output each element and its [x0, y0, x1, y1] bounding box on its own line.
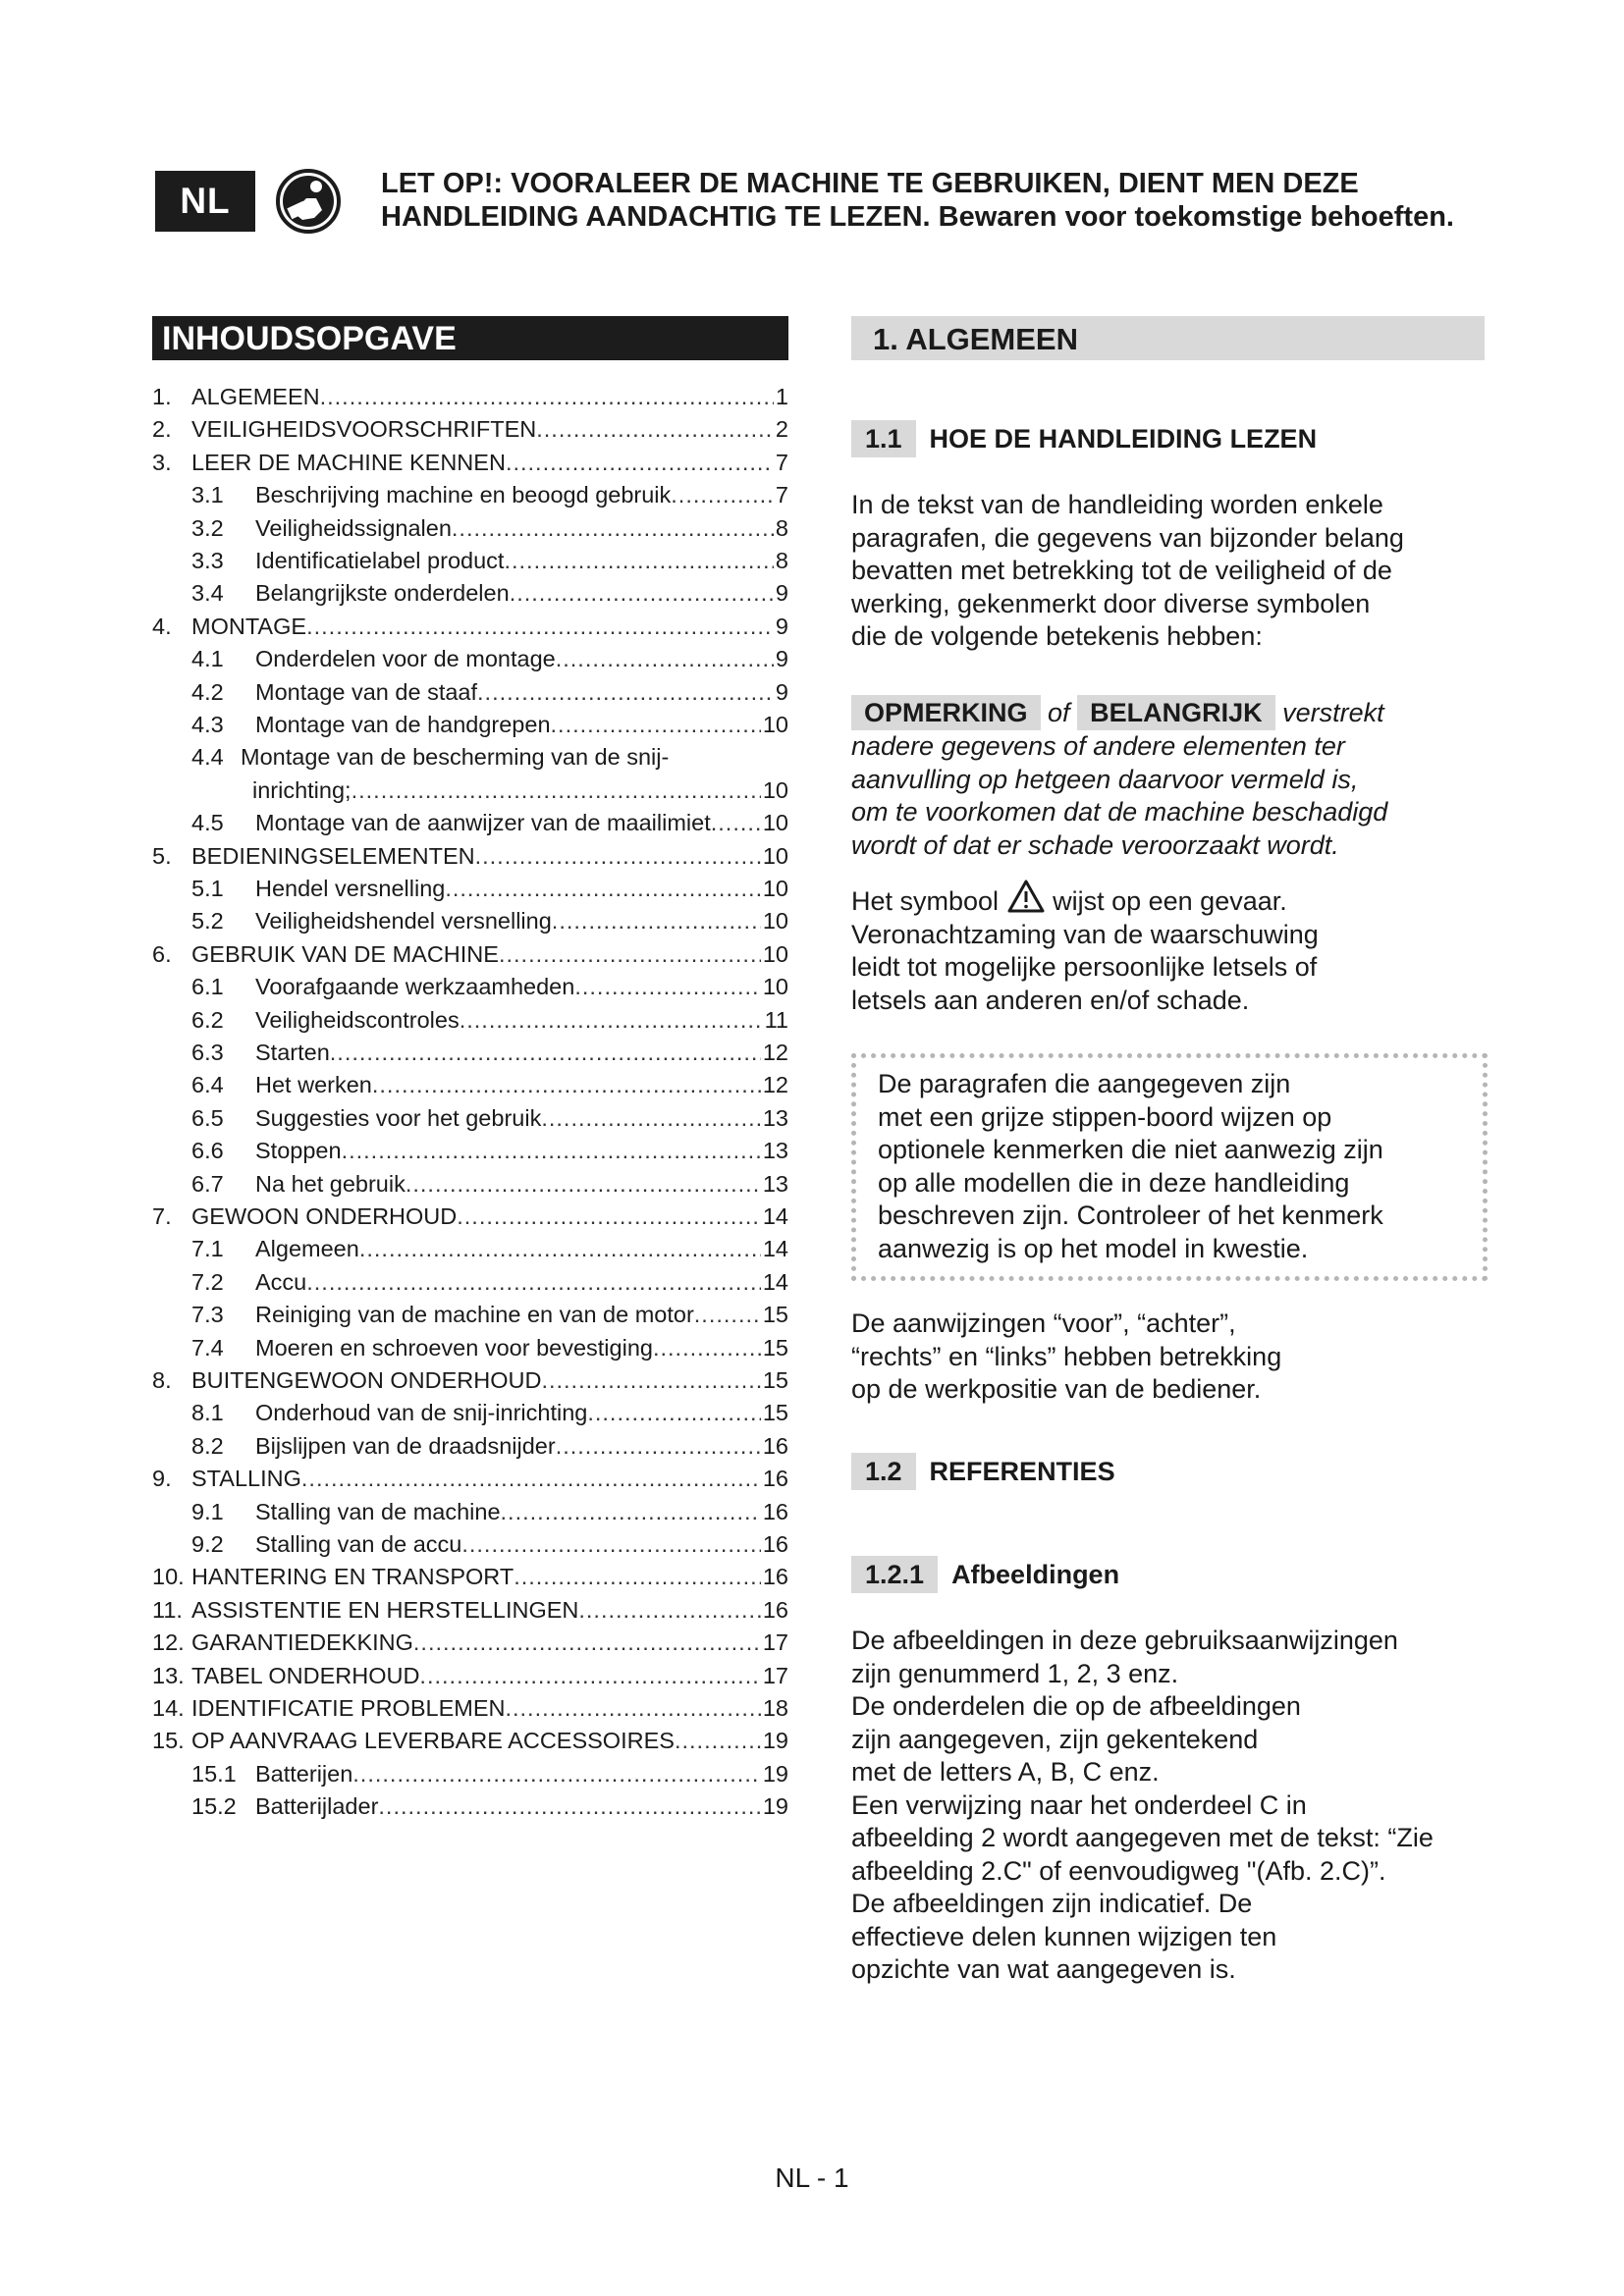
toc-entry-number: 3.2: [191, 514, 224, 541]
toc-entry-page: 17: [762, 1629, 788, 1656]
text-line: met een grijze stippen-boord wijzen op: [878, 1101, 1332, 1132]
directions-paragraph: [851, 1308, 1499, 1407]
toc-entry[interactable]: [191, 1037, 788, 1069]
toc-entry-page: 15: [762, 1400, 788, 1426]
toc-entry-number: 14.: [152, 1695, 185, 1721]
toc-entry-page: 9: [775, 646, 788, 672]
toc-entry-page: 17: [762, 1662, 788, 1688]
subsection-number: 1.1: [851, 420, 916, 457]
toc-leader: [505, 1692, 760, 1725]
toc-entry-label: Onderdelen voor de montage: [255, 646, 556, 672]
toc-entry[interactable]: [152, 611, 788, 643]
note-paragraph: [851, 695, 1499, 862]
symbol-first-line: [851, 879, 1499, 919]
toc-entry-number: 8.: [152, 1367, 172, 1393]
toc-entry-page: 19: [762, 1728, 788, 1754]
toc-entry-number: 6.4: [191, 1072, 224, 1098]
toc-entry-number: 8.1: [191, 1400, 224, 1426]
subsection-heading-1-1: [851, 420, 1317, 457]
toc-entry-number: 4.4: [191, 744, 224, 771]
toc-leader: [457, 1201, 761, 1233]
text-line: De onderdelen die op de afbeeldingen: [851, 1691, 1301, 1721]
toc-entry-label: BEDIENINGSELEMENTEN: [191, 842, 475, 869]
toc-entry-page: 10: [762, 876, 788, 901]
text-line: paragrafen, die gegevens van bijzonder belang: [851, 522, 1404, 553]
toc-leader: [501, 1496, 761, 1528]
text-line: om te voorkomen dat de machine beschadigd: [851, 797, 1388, 827]
belangrijk-tag: BELANGRIJK: [1077, 695, 1275, 730]
toc-entry[interactable]: [191, 577, 788, 610]
toc-entry-label: MONTAGE: [191, 613, 307, 639]
optional-features-text: [878, 1068, 1383, 1265]
text-line: werking, gekenmerkt door diverse symbolen: [851, 588, 1371, 618]
toc-entry-number: 6.5: [191, 1104, 224, 1131]
section-title: 1. ALGEMEEN: [851, 316, 1485, 360]
toc-entry-label: Batterijlader: [255, 1793, 379, 1820]
toc-entry[interactable]: [152, 1561, 788, 1593]
toc-leader: [306, 611, 774, 643]
toc-entry-label: Identificatielabel product: [255, 548, 505, 573]
toc-entry-label: Starten: [255, 1040, 330, 1065]
toc-entry-label: Bijslijpen van de draadsnijder: [255, 1432, 556, 1459]
text-line: leidt tot mogelijke persoonlijke letsels of: [851, 952, 1318, 982]
toc-entry[interactable]: [191, 545, 788, 577]
toc-entry-page: 16: [762, 1498, 788, 1524]
toc-entry-label: Onderhoud van de snij-inrichting: [255, 1400, 588, 1426]
toc-leader: [711, 807, 761, 839]
toc-entry-page: 15: [762, 1367, 788, 1393]
text-line: afbeelding 2 wordt aangegeven met de tekst: “Zie: [851, 1823, 1434, 1852]
toc-entry-number: 10.: [152, 1564, 185, 1590]
toc-entry[interactable]: [252, 774, 788, 807]
header-warning-line-1: LET OP!: VOORALEER DE MACHINE TE GEBRUIKEN, DIENT MEN DEZE: [381, 168, 1359, 199]
text-line: “rechts” en “links” hebben betrekking: [851, 1341, 1282, 1371]
toc-entry-label: inrichting;: [252, 776, 352, 803]
toc-entry[interactable]: [191, 1299, 788, 1331]
toc-leader: [461, 1528, 761, 1561]
note-after: verstrekt: [1282, 698, 1384, 727]
toc-leader: [671, 479, 774, 511]
read-manual-icon: [273, 169, 344, 234]
toc-entry-number: 6.: [152, 940, 172, 967]
toc-entry-number: 5.2: [191, 908, 224, 934]
toc-entry-label: GEBRUIK VAN DE MACHINE: [191, 940, 499, 967]
toc-entry-label: GEWOON ONDERHOUD: [191, 1203, 458, 1229]
toc-leader: [419, 1660, 760, 1692]
symbol-text-after: wijst op een gevaar.: [1053, 886, 1287, 916]
toc-entry-page: 13: [762, 1170, 788, 1197]
toc-entry-label: Stalling van de accu: [255, 1531, 462, 1557]
toc-entry-page: 16: [762, 1564, 788, 1590]
intro-paragraph: [851, 489, 1499, 654]
toc-entry-label: ASSISTENTIE EN HERSTELLINGEN: [191, 1596, 579, 1623]
toc-entry-label: Veiligheidscontroles: [255, 1006, 460, 1033]
toc-leader: [330, 1037, 761, 1069]
toc-entry-page: 14: [762, 1236, 788, 1262]
toc-entry-number: 15.2: [191, 1793, 237, 1820]
toc-entry-page: 12: [762, 1072, 788, 1098]
note-first-line: [851, 695, 1499, 730]
text-line: wordt of dat er schade veroorzaakt wordt.: [851, 829, 1339, 860]
toc-entry-page: 13: [762, 1104, 788, 1131]
toc-entry[interactable]: [152, 840, 788, 873]
toc-entry-page: 9: [775, 613, 788, 639]
toc-entry[interactable]: [152, 1594, 788, 1627]
toc-entry-number: 7.3: [191, 1302, 224, 1328]
toc-entry-number: 9.: [152, 1466, 172, 1492]
toc-entry-page: 10: [762, 712, 788, 737]
text-line: letsels aan anderen en/of schade.: [851, 985, 1250, 1015]
toc-entry-label: VEILIGHEIDSVOORSCHRIFTEN: [191, 416, 537, 443]
toc-entry-number: 4.3: [191, 712, 224, 737]
toc-entry[interactable]: [191, 1168, 788, 1201]
toc-entry-page: 9: [775, 580, 788, 607]
toc-entry-label: Belangrijkste onderdelen: [255, 580, 510, 607]
toc-entry-label: TABEL ONDERHOUD: [191, 1662, 420, 1688]
toc-entry-number: 3.1: [191, 482, 224, 508]
text-line: bevatten met betrekking tot de veiligheid of de: [851, 556, 1392, 585]
toc-leader: [514, 1561, 761, 1593]
language-badge: NL: [155, 171, 255, 232]
toc-leader: [372, 1069, 761, 1101]
toc-entry[interactable]: [191, 1004, 788, 1037]
toc-entry-label: Batterijen: [255, 1760, 353, 1787]
toc-leader: [694, 1299, 761, 1331]
toc-entry[interactable]: [191, 643, 788, 675]
toc-entry[interactable]: [191, 1102, 788, 1135]
subsection-number: 1.2: [851, 1453, 916, 1490]
toc-entry[interactable]: [152, 381, 788, 413]
toc-entry-number: 3.4: [191, 580, 224, 607]
toc-entry[interactable]: [191, 905, 788, 937]
toc-entry-label: LEER DE MACHINE KENNEN: [191, 449, 506, 475]
toc-entry-page: 8: [775, 548, 788, 573]
toc-entry-number: 1.: [152, 384, 172, 409]
toc-leader: [352, 1758, 761, 1790]
toc-entry-label: Algemeen: [255, 1236, 359, 1262]
subsection-title: HOE DE HANDLEIDING LEZEN: [929, 424, 1318, 454]
toc-entry-number: 3.3: [191, 548, 224, 573]
toc-leader: [352, 774, 761, 807]
toc-entry-number: 7.: [152, 1203, 172, 1229]
toc-leader: [320, 381, 774, 413]
subsection-heading-1-2: [851, 1453, 1115, 1490]
toc-entry-page: 9: [775, 678, 788, 705]
toc-leader: [556, 1430, 761, 1463]
text-line: Een verwijzing naar het onderdeel C in: [851, 1789, 1307, 1820]
text-line: optionele kenmerken die niet aanwezig zijn: [878, 1135, 1383, 1164]
toc-leader: [475, 840, 761, 873]
toc-leader: [445, 873, 761, 905]
toc-entry-page: 16: [762, 1432, 788, 1459]
text-line: aanwezig is op het model in kwestie.: [878, 1233, 1309, 1263]
subsection-number: 1.2.1: [851, 1556, 938, 1593]
opmerking-tag: OPMERKING: [851, 695, 1041, 730]
toc-entry[interactable]: [152, 1627, 788, 1659]
toc-entry[interactable]: [191, 1266, 788, 1299]
toc-entry-page: 10: [762, 776, 788, 803]
toc-entry[interactable]: [191, 676, 788, 709]
toc-leader: [306, 1266, 761, 1299]
toc-entry-number: 8.2: [191, 1432, 224, 1459]
toc-leader: [556, 643, 774, 675]
toc-entry-page: 19: [762, 1760, 788, 1787]
text-line: opzichte van wat aangegeven is.: [851, 1954, 1236, 1984]
toc-leader: [359, 1233, 761, 1265]
toc-leader: [587, 1397, 761, 1429]
toc-entry[interactable]: [191, 479, 788, 511]
subsection-heading-1-2-1: [851, 1556, 1119, 1593]
toc-entry-page: 2: [775, 416, 788, 443]
toc-entry-label: BUITENGEWOON ONDERHOUD: [191, 1367, 542, 1393]
toc-leader: [574, 971, 761, 1003]
toc-leader: [536, 413, 774, 446]
toc-entry[interactable]: [191, 709, 788, 741]
text-line: zijn aangegeven, zijn gekentekend: [851, 1724, 1259, 1754]
toc-entry[interactable]: [191, 807, 788, 839]
toc-leader: [452, 512, 774, 545]
toc-entry-number: 9.2: [191, 1531, 224, 1557]
toc-entry-page: 7: [775, 482, 788, 508]
toc-entry[interactable]: [191, 1069, 788, 1101]
toc-entry-page: 16: [762, 1596, 788, 1623]
toc-entry[interactable]: [152, 1463, 788, 1495]
header-warning-line-2: HANDLEIDING AANDACHTIG TE LEZEN. Bewaren voor toekomstige behoeften.: [381, 201, 1454, 233]
text-line: De afbeeldingen in deze gebruiksaanwijzingen: [851, 1626, 1398, 1655]
toc-entry-number: 2.: [152, 416, 172, 443]
toc-title: INHOUDSOPGAVE: [152, 316, 788, 360]
text-line: die de volgende betekenis hebben:: [851, 621, 1263, 651]
toc-entry-page: 10: [762, 810, 788, 836]
text-line: De paragrafen die aangegeven zijn: [878, 1069, 1291, 1098]
symbol-paragraph: [851, 879, 1499, 1017]
toc-entry-page: 10: [762, 908, 788, 934]
toc-entry-number: 5.1: [191, 876, 224, 901]
toc-entry[interactable]: [191, 741, 828, 774]
toc-leader: [504, 545, 773, 577]
toc-entry-number: 3.: [152, 449, 172, 475]
toc-entry[interactable]: [152, 1660, 788, 1692]
toc-entry-number: 4.: [152, 613, 172, 639]
toc-leader: [301, 1463, 761, 1495]
toc-entry-label: Stalling van de machine: [255, 1498, 501, 1524]
toc-entry-label: IDENTIFICATIE PROBLEMEN: [191, 1695, 506, 1721]
toc-entry-label: Veiligheidssignalen: [255, 514, 452, 541]
toc-entry-label: Hendel versnelling: [255, 876, 446, 901]
toc-entry-number: 13.: [152, 1662, 185, 1688]
toc-entry-label: Moeren en schroeven voor bevestiging: [255, 1334, 653, 1361]
toc-leader: [653, 1332, 761, 1364]
toc-entry-page: 13: [762, 1138, 788, 1164]
toc-entry-number: 4.2: [191, 678, 224, 705]
toc-entry-page: 19: [762, 1793, 788, 1820]
toc-entry[interactable]: [191, 1233, 788, 1265]
text-line: aanvulling op hetgeen daarvoor vermeld is,: [851, 764, 1359, 794]
toc-entry-number: 4.1: [191, 646, 224, 672]
toc-entry-label: Het werken: [255, 1072, 372, 1098]
toc-leader: [510, 577, 774, 610]
toc-entry-label: Suggesties voor het gebruik: [255, 1104, 542, 1131]
toc-entry-number: 15.1: [191, 1760, 237, 1787]
toc-entry-page: 16: [762, 1466, 788, 1492]
toc-entry[interactable]: [191, 1397, 788, 1429]
toc-entry-page: 10: [762, 842, 788, 869]
toc-entry-label: Stoppen: [255, 1138, 342, 1164]
toc-entry-label: Na het gebruik: [255, 1170, 406, 1197]
toc-entry-page: 11: [764, 1006, 788, 1033]
toc-leader: [578, 1594, 760, 1627]
toc-entry-label: Montage van de handgrepen: [255, 712, 551, 737]
toc-entry-page: 10: [762, 940, 788, 967]
toc-entry[interactable]: [152, 447, 788, 479]
toc-entry-page: 14: [762, 1203, 788, 1229]
toc-leader: [506, 447, 774, 479]
toc-entry-number: 7.4: [191, 1334, 224, 1361]
toc-entry-number: 7.1: [191, 1236, 224, 1262]
toc-entry-label: Reiniging van de machine en van de motor: [255, 1302, 694, 1328]
note-or: of: [1048, 698, 1070, 727]
toc-entry[interactable]: [191, 1790, 788, 1823]
toc-entry[interactable]: [191, 971, 788, 1003]
toc-entry-label: Accu: [255, 1268, 307, 1295]
toc-entry-page: 16: [762, 1531, 788, 1557]
toc-entry-number: 12.: [152, 1629, 185, 1656]
toc-entry-number: 6.7: [191, 1170, 224, 1197]
toc-entry-number: 11.: [152, 1596, 183, 1623]
toc-entry-number: 6.3: [191, 1040, 224, 1065]
toc-leader: [477, 676, 774, 709]
toc-leader: [406, 1168, 761, 1201]
toc-entry-number: 6.6: [191, 1138, 224, 1164]
toc-entry-number: 9.1: [191, 1498, 224, 1524]
text-line: zijn genummerd 1, 2, 3 enz.: [851, 1658, 1179, 1688]
toc-leader: [342, 1135, 761, 1167]
toc-entry[interactable]: [191, 1332, 788, 1364]
toc-entry-page: 15: [762, 1302, 788, 1328]
toc-entry-number: 6.1: [191, 974, 224, 1000]
toc-entry-label: STALLING: [191, 1466, 301, 1492]
warning-triangle-icon: [1006, 879, 1046, 914]
toc-entry[interactable]: [152, 1725, 788, 1757]
toc-entry-label: Montage van de bescherming van de snij-: [241, 744, 670, 771]
text-line: op alle modellen die in deze handleiding: [878, 1167, 1350, 1198]
toc-entry-number: 7.2: [191, 1268, 224, 1295]
toc-entry-number: 5.: [152, 842, 172, 869]
toc-entry-page: 10: [762, 974, 788, 1000]
toc-entry-label: Veiligheidshendel versnelling: [255, 908, 552, 934]
toc-leader: [541, 1102, 761, 1135]
toc-entry-label: Beschrijving machine en beoogd gebruik: [255, 482, 672, 508]
toc-entry-label: Montage van de aanwijzer van de maailimiet: [255, 810, 711, 836]
text-line: nadere gegevens of andere elementen ter: [851, 731, 1345, 761]
text-line: beschreven zijn. Controleer of het kenmerk: [878, 1201, 1383, 1230]
toc-entry[interactable]: [191, 1528, 788, 1561]
toc-entry-page: 1: [775, 384, 788, 409]
toc-entry-label: OP AANVRAAG LEVERBARE ACCESSOIRES: [191, 1728, 675, 1754]
text-line: Veronachtzaming van de waarschuwing: [851, 919, 1319, 949]
toc-leader: [675, 1725, 761, 1757]
toc-entry-label: HANTERING EN TRANSPORT: [191, 1564, 514, 1590]
optional-features-box: [851, 1053, 1488, 1281]
toc-leader: [413, 1627, 761, 1659]
text-line: afbeelding 2.C" of eenvoudigweg "(Afb. 2.C)”.: [851, 1855, 1386, 1886]
toc-leader: [460, 1004, 763, 1037]
figures-paragraph: [851, 1625, 1499, 1987]
toc-entry-page: 7: [775, 449, 788, 475]
toc-entry-number: 4.5: [191, 810, 224, 836]
toc-entry-page: 14: [762, 1268, 788, 1295]
toc-entry[interactable]: [191, 1135, 788, 1167]
toc-entry-number: 6.2: [191, 1006, 224, 1033]
toc-leader: [378, 1790, 760, 1823]
toc-entry[interactable]: [191, 512, 788, 545]
text-line: In de tekst van de handleiding worden enkele: [851, 490, 1383, 519]
toc-entry[interactable]: [191, 1496, 788, 1528]
toc-entry[interactable]: [152, 1364, 788, 1397]
toc-entry-label: Montage van de staaf: [255, 678, 478, 705]
text-line: De afbeeldingen zijn indicatief. De: [851, 1889, 1253, 1918]
toc-leader: [541, 1364, 760, 1397]
toc-entry[interactable]: [152, 938, 788, 971]
toc-entry[interactable]: [191, 1758, 788, 1790]
subsection-title: Afbeeldingen: [951, 1560, 1120, 1589]
subsection-title: REFERENTIES: [929, 1457, 1115, 1486]
toc-entry-number: 15.: [152, 1728, 185, 1754]
text-line: effectieve delen kunnen wijzigen ten: [851, 1921, 1277, 1951]
toc-entry[interactable]: [152, 1201, 788, 1233]
toc-entry-page: 18: [762, 1695, 788, 1721]
text-line: op de werkpositie van de bediener.: [851, 1374, 1262, 1404]
toc-entry-page: 15: [762, 1334, 788, 1361]
toc-leader: [552, 905, 761, 937]
symbol-text-before: Het symbool: [851, 886, 1000, 916]
toc-leader: [499, 938, 761, 971]
toc-entry-label: ALGEMEEN: [191, 384, 320, 409]
toc-entry[interactable]: [191, 1430, 788, 1463]
toc-entry[interactable]: [152, 413, 788, 446]
toc-entry-label: GARANTIEDEKKING: [191, 1629, 413, 1656]
toc-entry-page: 8: [775, 514, 788, 541]
toc-entry[interactable]: [191, 873, 788, 905]
text-line: De aanwijzingen “voor”, “achter”,: [851, 1308, 1236, 1338]
toc-entry[interactable]: [152, 1692, 788, 1725]
page-number: NL - 1: [775, 2163, 849, 2193]
text-line: met de letters A, B, C enz.: [851, 1757, 1160, 1787]
header-warning: [381, 167, 1510, 234]
toc-leader: [551, 709, 761, 741]
toc-entry-label: Voorafgaande werkzaamheden: [255, 974, 575, 1000]
toc-entry-page: 12: [762, 1040, 788, 1065]
